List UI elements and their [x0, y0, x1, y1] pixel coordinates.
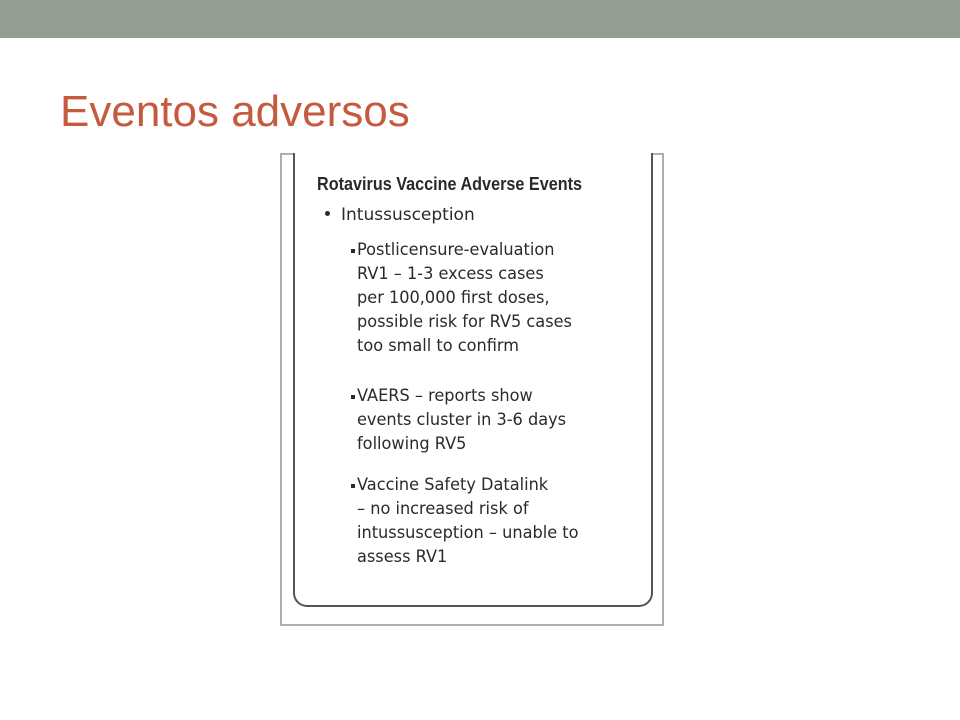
- box-heading: Rotavirus Vaccine Adverse Events: [317, 174, 583, 194]
- sub-bullet-line: assess RV1: [357, 547, 448, 567]
- sub-bullet-line: intussusception – unable to: [357, 523, 579, 543]
- sub-bullet-line: possible risk for RV5 cases: [357, 312, 572, 332]
- slide-title: Eventos adversos: [60, 87, 410, 136]
- bullet-label: Intussusception: [341, 205, 475, 225]
- figure-image-frame: [280, 153, 664, 626]
- sub-bullet-line: too small to confirm: [357, 336, 519, 356]
- sub-bullet-line: per 100,000 first doses,: [357, 288, 550, 308]
- square-bullet-icon: [351, 484, 355, 488]
- sub-bullet-line: Vaccine Safety Datalink: [357, 475, 549, 495]
- sub-bullet-line: events cluster in 3-6 days: [357, 410, 567, 430]
- bullet-dot-icon: [325, 211, 330, 216]
- sub-bullet-vaers: [357, 384, 647, 456]
- square-bullet-icon: [351, 395, 355, 399]
- sub-bullet-postlicensure: [357, 238, 647, 358]
- top-accent-bar: [0, 0, 960, 38]
- sub-bullet-line: VAERS – reports show: [357, 386, 533, 406]
- sub-bullet-line: Postlicensure-evaluation: [357, 240, 555, 260]
- adverse-events-box: [293, 153, 653, 607]
- sub-bullet-line: following RV5: [357, 434, 467, 454]
- sub-bullet-line: RV1 – 1-3 excess cases: [357, 264, 544, 284]
- sub-bullet-vaccine-safety-datalink: [357, 473, 647, 569]
- sub-bullet-line: – no increased risk of: [357, 499, 529, 519]
- bullet-intussusception: [325, 203, 475, 227]
- square-bullet-icon: [351, 249, 355, 253]
